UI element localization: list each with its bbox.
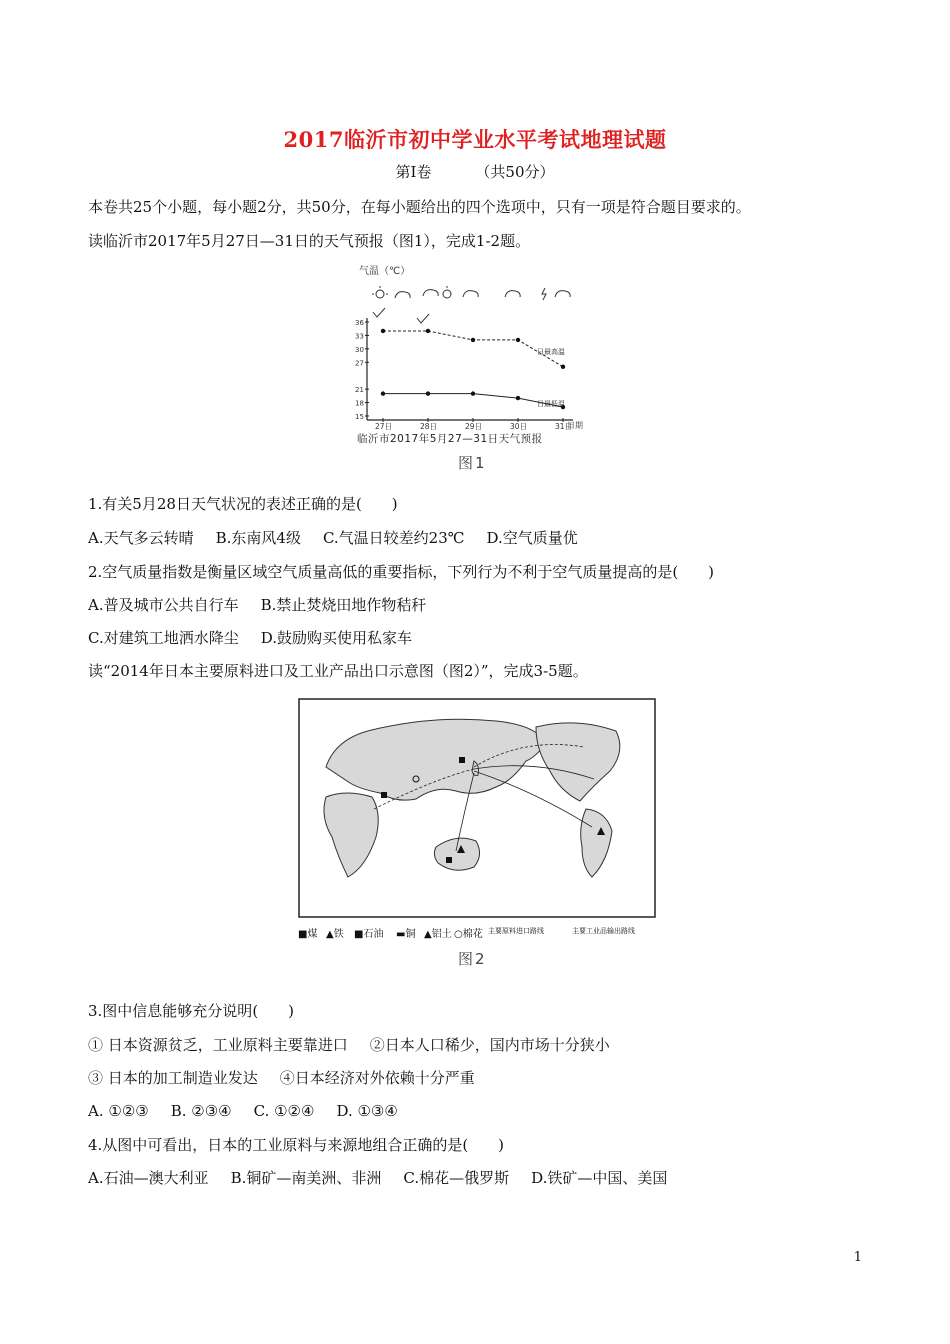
x-tick-label: 27日 [375, 422, 393, 431]
legend-import-route: 主要原料进口路线 [488, 927, 544, 935]
question-4: 4.从图中可看出，日本的工业原料与来源地组合正确的是( ) [88, 1136, 505, 1154]
cloud-icon [505, 291, 520, 297]
y-tick-label: 36 [355, 319, 364, 327]
series-label: 日最高温 [537, 347, 565, 356]
cloud-icon [423, 290, 438, 296]
y-tick-label: 33 [355, 332, 364, 341]
chart-y-label: 气温（℃） [359, 266, 411, 277]
option-d: D.空气质量优 [486, 529, 578, 547]
weather-icons-row [372, 286, 570, 323]
statement-3: ③ 日本的加工制造业发达 [88, 1069, 258, 1087]
checkmark-icon [373, 308, 385, 317]
figure2-caption: 图2 [458, 950, 487, 968]
page-title: 2017临沂市初中学业水平考试地理试题 [283, 127, 667, 152]
question-4-options [88, 1168, 667, 1188]
y-tick-label: 18 [355, 399, 364, 408]
option-b: B.东南风4级 [215, 529, 301, 547]
option-d: D.鼓励购买使用私家车 [260, 629, 412, 647]
series-label: 日最低温 [537, 400, 565, 409]
question-3: 3.图中信息能够充分说明( ) [88, 1002, 295, 1020]
legend-cotton: ○棉花 [454, 929, 483, 940]
sun-icon [372, 286, 388, 298]
x-tick-label: 28日 [420, 422, 438, 431]
checkmark-icon [417, 314, 429, 323]
option-a: A.天气多云转晴 [88, 529, 194, 547]
option-b: B. ②③④ [170, 1102, 232, 1120]
question-2-options-row1 [88, 595, 426, 615]
question-3-statements-row1 [88, 1035, 610, 1055]
figure1-caption: 图1 [458, 454, 487, 472]
option-c: C. ①②④ [253, 1102, 315, 1120]
y-tick-label: 15 [355, 413, 364, 421]
section-label: 第Ⅰ卷 [395, 163, 432, 181]
legend-coal: ■煤 [298, 929, 318, 940]
instructions: 本卷共25个小题，每小题2分，共50分，在每小题给出的四个选项中，只有一项是符合题目要求的。 [88, 198, 751, 216]
weather-forecast-chart [355, 260, 595, 445]
legend-oil: ■石油 [354, 929, 384, 940]
coal-marker [446, 857, 452, 863]
data-point [516, 338, 520, 342]
option-b: B.禁止焚烧田地作物秸秆 [260, 596, 427, 614]
statement-2: ②日本人口稀少，国内市场十分狭小 [369, 1036, 610, 1054]
data-point [471, 391, 475, 395]
legend-export-route: 主要工业品输出路线 [572, 927, 635, 935]
figure2-intro: 读“2014年日本主要原料进口及工业产品出口示意图（图2）”，完成3-5题。 [88, 662, 588, 680]
data-point [381, 391, 385, 395]
map-legend [298, 926, 635, 940]
x-tick-label: 29日 [465, 422, 483, 431]
data-point [426, 391, 430, 395]
y-tick-label: 30 [355, 345, 364, 354]
data-point [516, 396, 520, 400]
section-score: （共50分） [475, 163, 555, 181]
data-point [561, 365, 565, 369]
option-a: A.石油—澳大利亚 [88, 1169, 209, 1187]
question-2: 2.空气质量指数是衡量区域空气质量高低的重要指标，下列行为不利于空气质量提高的是( ) [88, 563, 715, 581]
question-3-statements-row2 [88, 1068, 475, 1088]
section-heading [0, 161, 950, 182]
question-3-options [88, 1101, 398, 1121]
chart-x-unit: 日期 [567, 421, 583, 430]
option-c: C.棉花—俄罗斯 [403, 1169, 510, 1187]
statement-1: ① 日本资源贫乏，工业原料主要靠进口 [88, 1036, 348, 1054]
option-a: A.普及城市公共自行车 [88, 596, 239, 614]
option-b: B.铜矿—南美洲、非洲 [230, 1169, 382, 1187]
chart-title: 临沂市2017年5月27—31日天气预报 [357, 433, 543, 445]
x-tick-label: 30日 [510, 422, 528, 431]
data-point [426, 329, 430, 333]
statement-4: ④日本经济对外依赖十分严重 [279, 1069, 475, 1087]
data-point [471, 338, 475, 342]
figure1-intro: 读临沂市2017年5月27日—31日的天气预报（图1），完成1-2题。 [88, 232, 531, 250]
oil-marker [381, 792, 387, 798]
question-1-options [88, 528, 578, 548]
question-1: 1.有关5月28日天气状况的表述正确的是( ) [88, 495, 398, 513]
question-2-options-row2 [88, 628, 412, 648]
sun-icon [443, 286, 451, 298]
cloud-icon [463, 291, 478, 297]
page-number: 1 [853, 1250, 862, 1265]
japan-trade-map [296, 697, 660, 947]
cloud-icon [555, 291, 570, 297]
legend-iron: ▲铁 [326, 929, 344, 940]
y-tick-label: 21 [355, 386, 364, 395]
cloud-icon [395, 292, 410, 298]
legend-copper: ▬铜 [396, 929, 416, 940]
option-d: D.铁矿—中国、美国 [531, 1169, 668, 1187]
option-d: D. ①③④ [336, 1102, 398, 1120]
y-tick-label: 27 [355, 359, 364, 368]
data-point [381, 329, 385, 333]
coal-marker [459, 757, 465, 763]
lightning-icon [542, 288, 546, 300]
option-c: C.气温日较差约23℃ [322, 529, 465, 547]
series-line-high [383, 331, 563, 367]
x-tick-label: 31日 [555, 422, 573, 431]
legend-bauxite: ▲铝土 [424, 929, 452, 940]
option-a: A. ①②③ [88, 1102, 149, 1120]
option-c: C.对建筑工地洒水降尘 [88, 629, 239, 647]
